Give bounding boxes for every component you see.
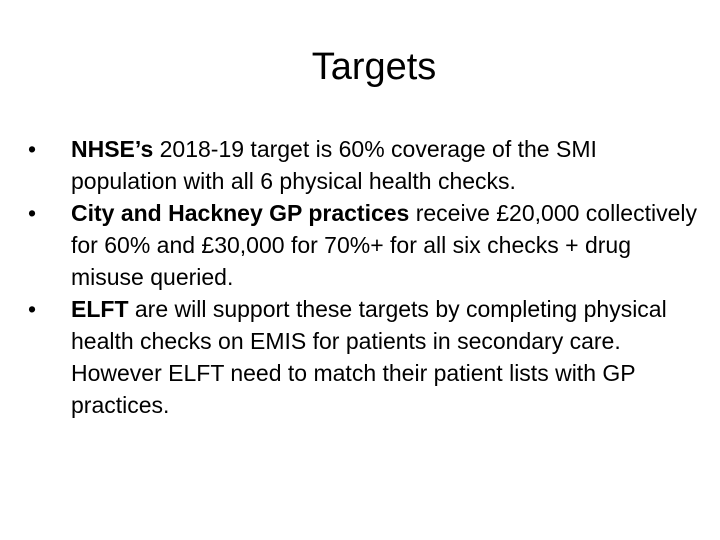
- bullet-text: 2018-19 target is 60% coverage of the SMI population with all 6 physical health checks.: [71, 136, 597, 194]
- bullet-dot-icon: •: [28, 136, 37, 162]
- bullet-bold-text: NHSE’s: [71, 136, 154, 162]
- bullet-bold-text: City and Hackney GP practices: [71, 200, 410, 226]
- bullet-bold-text: ELFT: [71, 296, 129, 322]
- bullet-item-elft: [28, 293, 698, 421]
- bullet-text: are will support these targets by completing physical health checks on EMIS for patients in secondary care. However ELFT need to match their patient lists with GP practices.: [71, 296, 667, 418]
- bullet-list: [28, 133, 698, 421]
- bullet-item-gp-practices: [28, 197, 698, 293]
- bullet-item-nhse: [28, 133, 698, 197]
- bullet-text: receive £20,000 collectively for 60% and £30,000 for 70%+ for all six checks + drug misuse queried.: [71, 200, 698, 290]
- bullet-dot-icon: •: [28, 200, 37, 226]
- bullet-dot-icon: •: [28, 296, 37, 322]
- slide-title: Targets: [311, 46, 437, 88]
